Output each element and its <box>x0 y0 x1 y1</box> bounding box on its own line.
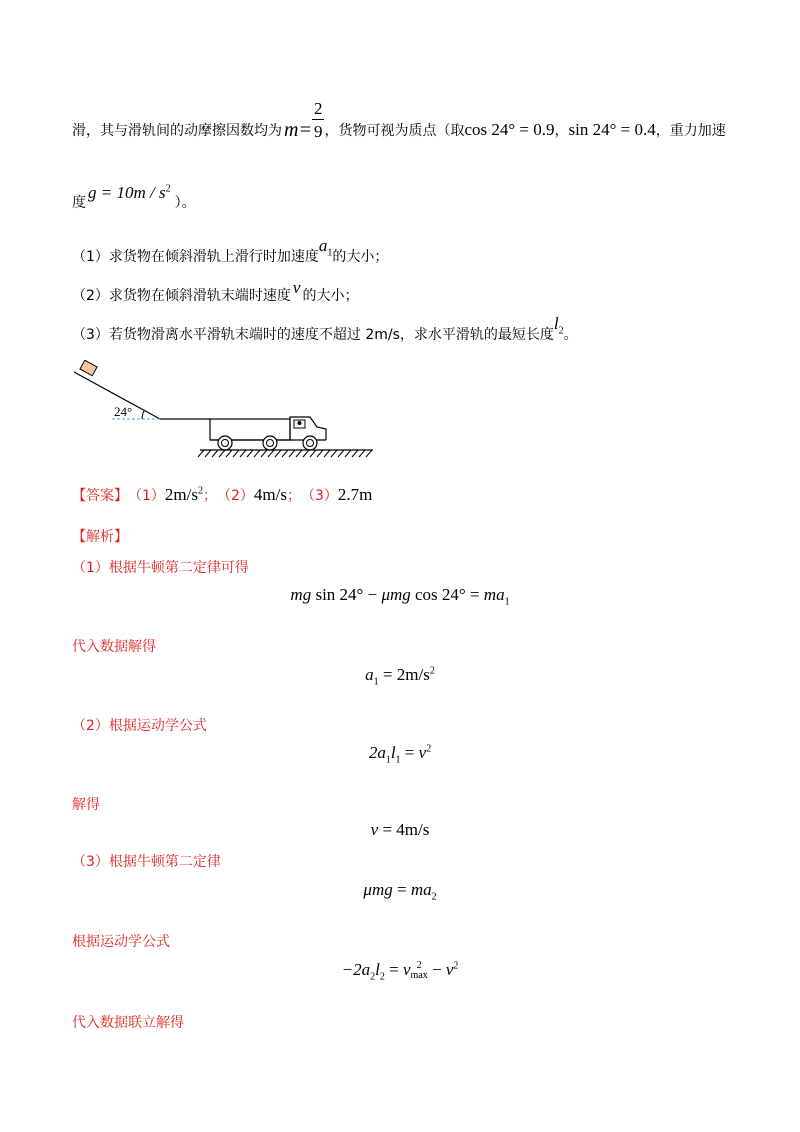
eq3-sub1: 1 <box>385 754 391 766</box>
analysis-text-1: 代入数据解得 <box>72 639 156 655</box>
angle-arc <box>142 411 144 419</box>
wheel-front <box>303 436 317 450</box>
eq6-l: l <box>375 960 380 979</box>
question-3-tail: 。 <box>563 327 578 343</box>
answer-part-2-label: （2） <box>216 488 254 504</box>
eq4-rhs: = 4m/s <box>378 820 430 839</box>
question-1-subscript: 1 <box>327 247 333 258</box>
answer-part-1-label: （1） <box>128 488 165 504</box>
mu-numerator: 2 <box>313 99 323 118</box>
eq1-ma: ma <box>483 585 505 604</box>
eq3-l: l <box>390 743 396 762</box>
question-1-tail: 的大小； <box>332 249 389 265</box>
analysis-text-2: 解得 <box>72 797 100 813</box>
question-2-tail: 的大小； <box>302 288 359 304</box>
answer-part-3-label: （3） <box>300 488 338 504</box>
eq3-2a: 2a <box>368 743 386 762</box>
answer-separator-2: ； <box>286 488 301 504</box>
analysis-text-3: 根据运动学公式 <box>72 934 170 950</box>
g-exponent: 2 <box>165 183 171 195</box>
question-3-text: （3）若货物滑离水平滑轨末端时的速度不超过 2m/s，求水平滑轨的最短长度 <box>72 327 554 343</box>
eq1-sub: 1 <box>504 596 510 608</box>
intro-text-4: 度 <box>72 195 86 211</box>
eq1-sin: sin 24° − <box>311 585 382 604</box>
eq2-sup: 2 <box>429 665 435 677</box>
answer-part-1-value <box>165 485 203 505</box>
eq6-minus: − <box>427 960 446 979</box>
incline-truck-figure <box>70 360 380 465</box>
mu-fraction <box>312 100 325 140</box>
mu-symbol: m= <box>284 118 312 141</box>
eq5-eq: = <box>392 880 411 899</box>
g-value: g = 10m / s <box>88 183 166 202</box>
eq6-2a: −2a <box>341 960 371 979</box>
equation-6 <box>0 960 800 982</box>
eq3-sub2: 1 <box>395 754 401 766</box>
eq6-sup1: 2 <box>416 960 422 972</box>
analysis-step-2: （2）根据运动学公式 <box>72 718 207 734</box>
question-2 <box>72 275 358 305</box>
eq2-rhs: = 2m/s <box>378 665 430 684</box>
answer-label: 【答案】 <box>72 488 128 504</box>
question-1 <box>72 236 388 266</box>
analysis-text-4: 代入数据联立解得 <box>72 1015 184 1031</box>
eq6-sup2: 2 <box>453 960 459 972</box>
question-3-subscript: 2 <box>558 325 564 336</box>
eq6-v2: v <box>445 960 454 979</box>
eq3-v: v <box>418 743 427 762</box>
analysis-step-1: （1）根据牛顿第二定律可得 <box>72 560 249 576</box>
eq3-eq: = <box>400 743 419 762</box>
angle-label: 24° <box>114 404 133 419</box>
question-3-symbol: l <box>553 313 559 333</box>
question-1-text: （1）求货物在倾斜滑轨上滑行时加速度 <box>72 249 319 265</box>
ground-hatching <box>198 450 372 457</box>
sin-expression: sin 24° = 0.4 <box>568 120 656 139</box>
eq6-v: v <box>402 960 411 979</box>
cargo-box <box>80 360 97 376</box>
eq3-sup: 2 <box>426 743 432 755</box>
intro-text-3: ，重力加速 <box>655 123 726 139</box>
answer-line <box>72 482 372 508</box>
answer-part-3-value: 2.7m <box>337 485 373 504</box>
question-3 <box>72 314 578 344</box>
question-1-var <box>319 236 333 258</box>
eq6-sub2: 2 <box>379 971 385 983</box>
eq1-mumg: μmg <box>381 585 411 604</box>
g-expression <box>88 183 171 203</box>
answer-part-2-value: 4m/s <box>253 485 287 504</box>
wheel-rear <box>218 436 232 450</box>
eq6-sub1: 2 <box>370 971 376 983</box>
equation-1 <box>0 585 800 607</box>
answer-separator-1: ； <box>202 488 217 504</box>
cos-expression: cos 24° = 0.9 <box>464 120 555 139</box>
intro-comma: ， <box>554 123 569 139</box>
question-2-var: v <box>292 278 301 297</box>
driver-icon <box>298 421 302 425</box>
question-2-text: （2）求货物在倾斜滑轨末端时速度 <box>72 288 291 304</box>
eq5-ma: ma <box>410 880 432 899</box>
mu-denominator: 9 <box>313 122 323 141</box>
answer-part-1-exponent: 2 <box>197 485 203 497</box>
equation-5 <box>0 880 800 902</box>
question-3-var <box>554 314 564 336</box>
intro-line-2 <box>72 182 196 212</box>
intro-text-1: 滑，其与滑轨间的动摩擦因数均为 <box>72 123 282 139</box>
wheel-middle <box>263 436 277 450</box>
eq2-sub: 1 <box>373 676 379 688</box>
question-1-symbol: a <box>318 235 328 255</box>
eq1-cos: cos 24° = <box>410 585 484 604</box>
answer-part-1-number: 2m/s <box>164 485 198 504</box>
equation-4 <box>0 820 800 840</box>
intro-text-5: ）。 <box>174 195 196 211</box>
intro-text-2: ，货物可视为质点（取 <box>324 123 465 139</box>
eq5-sub: 2 <box>431 891 437 903</box>
eq1-mg: mg <box>290 585 312 604</box>
equation-3 <box>0 743 800 765</box>
equation-2 <box>0 665 800 687</box>
eq6-scripts <box>411 961 428 981</box>
intro-line-1 <box>72 100 726 160</box>
analysis-label: 【解析】 <box>72 529 128 545</box>
eq2-a: a <box>365 665 374 684</box>
analysis-step-3: （3）根据牛顿第二定律 <box>72 854 221 870</box>
eq6-submax: max <box>410 970 428 982</box>
eq4-v: v <box>370 820 379 839</box>
eq6-eq: = <box>384 960 403 979</box>
eq5-mumg: μmg <box>363 880 393 899</box>
